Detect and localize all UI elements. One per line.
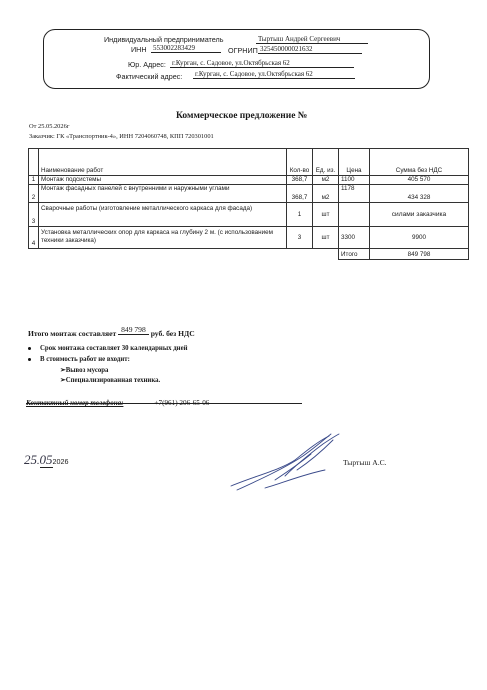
row-num: 1 <box>29 176 39 185</box>
bullet-icon <box>28 358 31 361</box>
row-num: 2 <box>29 185 39 203</box>
header-sum: Сумма без НДС <box>370 149 469 176</box>
row-num: 3 <box>29 203 39 227</box>
summary-amount: 849 798 <box>118 325 149 335</box>
row-num: 4 <box>29 227 39 249</box>
contact-label: Контактный номер телефона: <box>26 399 124 407</box>
row-price: 3300 <box>339 227 370 249</box>
row-price: 1178 <box>339 185 370 203</box>
table-row <box>29 185 469 203</box>
ogrnip-value: 325450000021632 <box>258 45 362 54</box>
row-name: Монтаж подсистемы <box>39 176 287 185</box>
header-unit: Ед. из. <box>313 149 339 176</box>
document-title: Коммерческое предложение № <box>176 111 308 121</box>
row-sum: силами заказчика <box>370 203 469 227</box>
table-row <box>29 227 469 249</box>
row-unit: шт <box>313 203 339 227</box>
date-month: 05 <box>39 452 53 467</box>
row-qty: 368,7 <box>287 185 313 203</box>
header-price: Цена <box>339 149 370 176</box>
row-qty: 3 <box>287 227 313 249</box>
row-sum: 405 570 <box>370 176 469 185</box>
date-day: 25 <box>24 452 37 467</box>
row-unit: м2 <box>313 176 339 185</box>
signature-date: 25.052026 <box>24 452 69 467</box>
excluded-item: ➢Вывоз мусора <box>60 367 109 374</box>
row-unit: шт <box>313 227 339 249</box>
row-name: Сварочные работы (изготовление металлического каркаса для фасада) <box>39 203 287 227</box>
actual-address: г.Курган, с. Садовое, ул.Октябрьская 62 <box>193 70 355 79</box>
contact-phone: +7(961) 206-65-06 <box>154 399 210 407</box>
table-row <box>29 203 469 227</box>
entrepreneur-name: Тыртыш Андрей Сергеевич <box>256 35 368 44</box>
row-price <box>339 203 370 227</box>
signature-scribble <box>225 430 345 500</box>
total-value: 849 798 <box>370 249 469 260</box>
row-qty: 368,7 <box>287 176 313 185</box>
inn-label: ИНН <box>131 45 147 54</box>
row-unit: м2 <box>313 185 339 203</box>
row-name: Установка металлических опор для каркаса на глубину 2 м. (с использованием техники заказчика) <box>39 227 287 249</box>
date-year: 2026 <box>52 457 69 466</box>
summary-prefix: Итого монтаж составляет <box>28 329 117 338</box>
header-name: Наименование работ <box>39 149 287 176</box>
document-date: От 25.05.2026г <box>29 123 70 130</box>
table-header-row <box>29 149 469 176</box>
row-name: Монтаж фасадных панелей с внутренними и наружными углами <box>39 185 287 203</box>
summary-suffix: руб. без НДС <box>150 329 195 338</box>
arrow-bullet-icon: ➢ <box>60 367 66 374</box>
actual-address-label: Фактический адрес: <box>116 72 183 81</box>
legal-address-label: Юр. Адрес: <box>128 60 166 69</box>
ogrnip-label: ОГРНИП <box>228 46 258 55</box>
inn-value: 553002283429 <box>151 44 221 53</box>
excluded-item: ➢Специализированная техника. <box>60 377 161 384</box>
bullet-icon <box>28 347 31 350</box>
arrow-bullet-icon: ➢ <box>60 377 66 384</box>
row-sum: 9900 <box>370 227 469 249</box>
row-qty: 1 <box>287 203 313 227</box>
summary-line <box>28 325 195 338</box>
customer-line: Заказчик: ГК «Транспортник-4», ИНН 7204060748, КПП 720301001 <box>29 133 214 140</box>
term-duration: Срок монтажа составляет 30 календарных дней <box>28 345 188 352</box>
entrepreneur-label: Индивидуальный предприниматель <box>104 35 224 44</box>
signer-name: Тыртыш А.С. <box>343 458 387 467</box>
header-qty: Кол-во <box>287 149 313 176</box>
contact-line <box>26 392 302 407</box>
header-num <box>29 149 39 176</box>
total-label: Итого <box>339 249 370 260</box>
row-price: 1100 <box>339 176 370 185</box>
legal-address: г.Курган, с. Садовое, ул.Октябрьская 62 <box>170 59 354 68</box>
term-excluded: В стоимость работ не входит: <box>28 356 130 363</box>
table-total-row <box>29 249 469 260</box>
row-sum: 434 328 <box>370 185 469 203</box>
works-table <box>28 148 469 260</box>
table-row <box>29 176 469 185</box>
